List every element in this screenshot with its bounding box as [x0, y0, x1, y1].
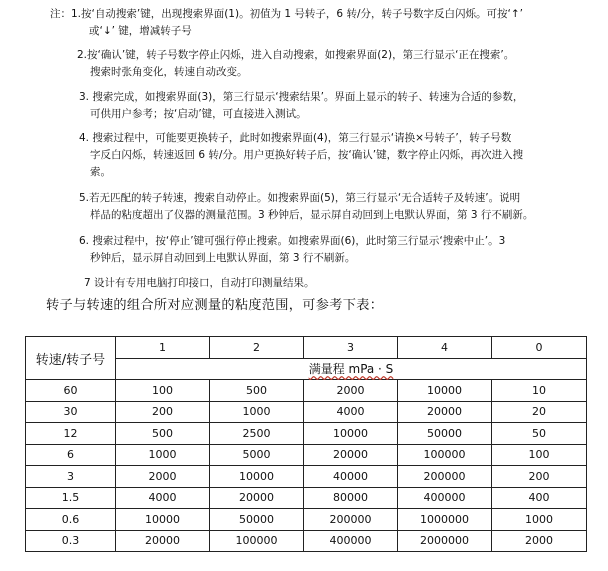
- note-line: 可供用户参考；按‘启动’键，可直接进入测试。: [90, 108, 307, 120]
- note-line: 搜索时张角变化，转速自动改变。: [90, 66, 248, 78]
- note-line: 6. 搜索过程中，按‘停止’键可强行停止搜索。如搜索界面(6)，此时第三行显示‘搜索中止’。3: [79, 235, 506, 247]
- speed-cell: 0.6: [26, 509, 116, 531]
- value-cell: 400000: [398, 487, 492, 509]
- value-cell: 1000: [492, 509, 587, 531]
- value-cell: 2000: [304, 380, 398, 402]
- speed-cell: 1.5: [26, 487, 116, 509]
- speed-cell: 0.3: [26, 530, 116, 552]
- value-cell: 500: [116, 423, 210, 445]
- value-cell: 2500: [210, 423, 304, 445]
- value-cell: 200: [116, 401, 210, 423]
- rotor-header: 3: [304, 337, 398, 359]
- value-cell: 20000: [210, 487, 304, 509]
- value-cell: 200000: [304, 509, 398, 531]
- value-cell: 10000: [116, 509, 210, 531]
- value-cell: 100000: [210, 530, 304, 552]
- table-row: [26, 466, 587, 488]
- value-cell: 500: [210, 380, 304, 402]
- value-cell: 1000: [116, 444, 210, 466]
- value-cell: 20000: [116, 530, 210, 552]
- value-cell: 20: [492, 401, 587, 423]
- value-cell: 80000: [304, 487, 398, 509]
- value-cell: 100: [116, 380, 210, 402]
- value-cell: 50000: [398, 423, 492, 445]
- rotor-header: 4: [398, 337, 492, 359]
- speed-cell: 60: [26, 380, 116, 402]
- value-cell: 5000: [210, 444, 304, 466]
- value-cell: 4000: [116, 487, 210, 509]
- value-cell: 1000000: [398, 509, 492, 531]
- value-cell: 10000: [304, 423, 398, 445]
- speed-cell: 6: [26, 444, 116, 466]
- value-cell: 2000000: [398, 530, 492, 552]
- value-cell: 40000: [304, 466, 398, 488]
- table-row: [26, 509, 587, 531]
- unit-label: 满量程 mPa · S: [308, 362, 394, 377]
- corner-label: 转速/转子号: [26, 337, 116, 380]
- note-line: 5.若无匹配的转子转速，搜索自动停止。如搜索界面(5)，第三行显示‘无合适转子及转速’。说明: [79, 192, 521, 204]
- table-intro: 转子与转速的组合所对应测量的粘度范围，可参考下表：: [46, 298, 384, 313]
- note-line: 注：1.按‘自动搜索’键，出现搜索界面(1)。初值为 1 号转子，6 转/分，转子号数字反白闪烁。可按‘↑’: [50, 8, 523, 20]
- viscosity-range-table: [25, 336, 587, 552]
- value-cell: 10: [492, 380, 587, 402]
- value-cell: 1000: [210, 401, 304, 423]
- value-cell: 2000: [492, 530, 587, 552]
- table-row: [26, 423, 587, 445]
- note-line: 样品的粘度超出了仪器的测量范围。3 秒钟后，显示屏自动回到上电默认界面，第 3 行不刷新。: [90, 209, 534, 221]
- table-row: [26, 530, 587, 552]
- value-cell: 2000: [116, 466, 210, 488]
- value-cell: 100: [492, 444, 587, 466]
- note-line: 3. 搜索完成，如搜索界面(3)，第三行显示‘搜索结果’。界面上显示的转子、转速为合适的参数，: [79, 91, 524, 103]
- value-cell: 50: [492, 423, 587, 445]
- value-cell: 200000: [398, 466, 492, 488]
- rotor-header: 0: [492, 337, 587, 359]
- value-cell: 100000: [398, 444, 492, 466]
- speed-cell: 3: [26, 466, 116, 488]
- note-line: 4. 搜索过程中，可能要更换转子，此时如搜索界面(4)，第三行显示‘请换×号转子’，转子号数: [79, 132, 512, 144]
- value-cell: 4000: [304, 401, 398, 423]
- unit-label-cell: [116, 358, 587, 380]
- speed-cell: 30: [26, 401, 116, 423]
- value-cell: 20000: [398, 401, 492, 423]
- speed-cell: 12: [26, 423, 116, 445]
- table-row: [26, 380, 587, 402]
- table-row: [26, 401, 587, 423]
- value-cell: 400: [492, 487, 587, 509]
- value-cell: 10000: [210, 466, 304, 488]
- table-row: [26, 487, 587, 509]
- note-line: 索。: [90, 166, 111, 178]
- value-cell: 10000: [398, 380, 492, 402]
- rotor-header: 1: [116, 337, 210, 359]
- value-cell: 400000: [304, 530, 398, 552]
- note-line: 字反白闪烁，转速返回 6 转/分。用户更换好转子后，按‘确认’键，数字停止闪烁，再次进入搜: [90, 149, 524, 161]
- note-line: 或‘↓’ 键，增减转子号: [89, 25, 192, 37]
- table-row: [26, 444, 587, 466]
- value-cell: 20000: [304, 444, 398, 466]
- value-cell: 50000: [210, 509, 304, 531]
- value-cell: 200: [492, 466, 587, 488]
- note-line: 2.按‘确认’键，转子号数字停止闪烁，进入自动搜索，如搜索界面(2)，第三行显示‘正在搜索’。: [77, 49, 515, 61]
- header-row: [26, 337, 587, 359]
- rotor-header: 2: [210, 337, 304, 359]
- note-line: 秒钟后，显示屏自动回到上电默认界面，第 3 行不刷新。: [90, 252, 356, 264]
- note-line: 7 设计有专用电脑打印接口，自动打印测量结果。: [84, 277, 315, 289]
